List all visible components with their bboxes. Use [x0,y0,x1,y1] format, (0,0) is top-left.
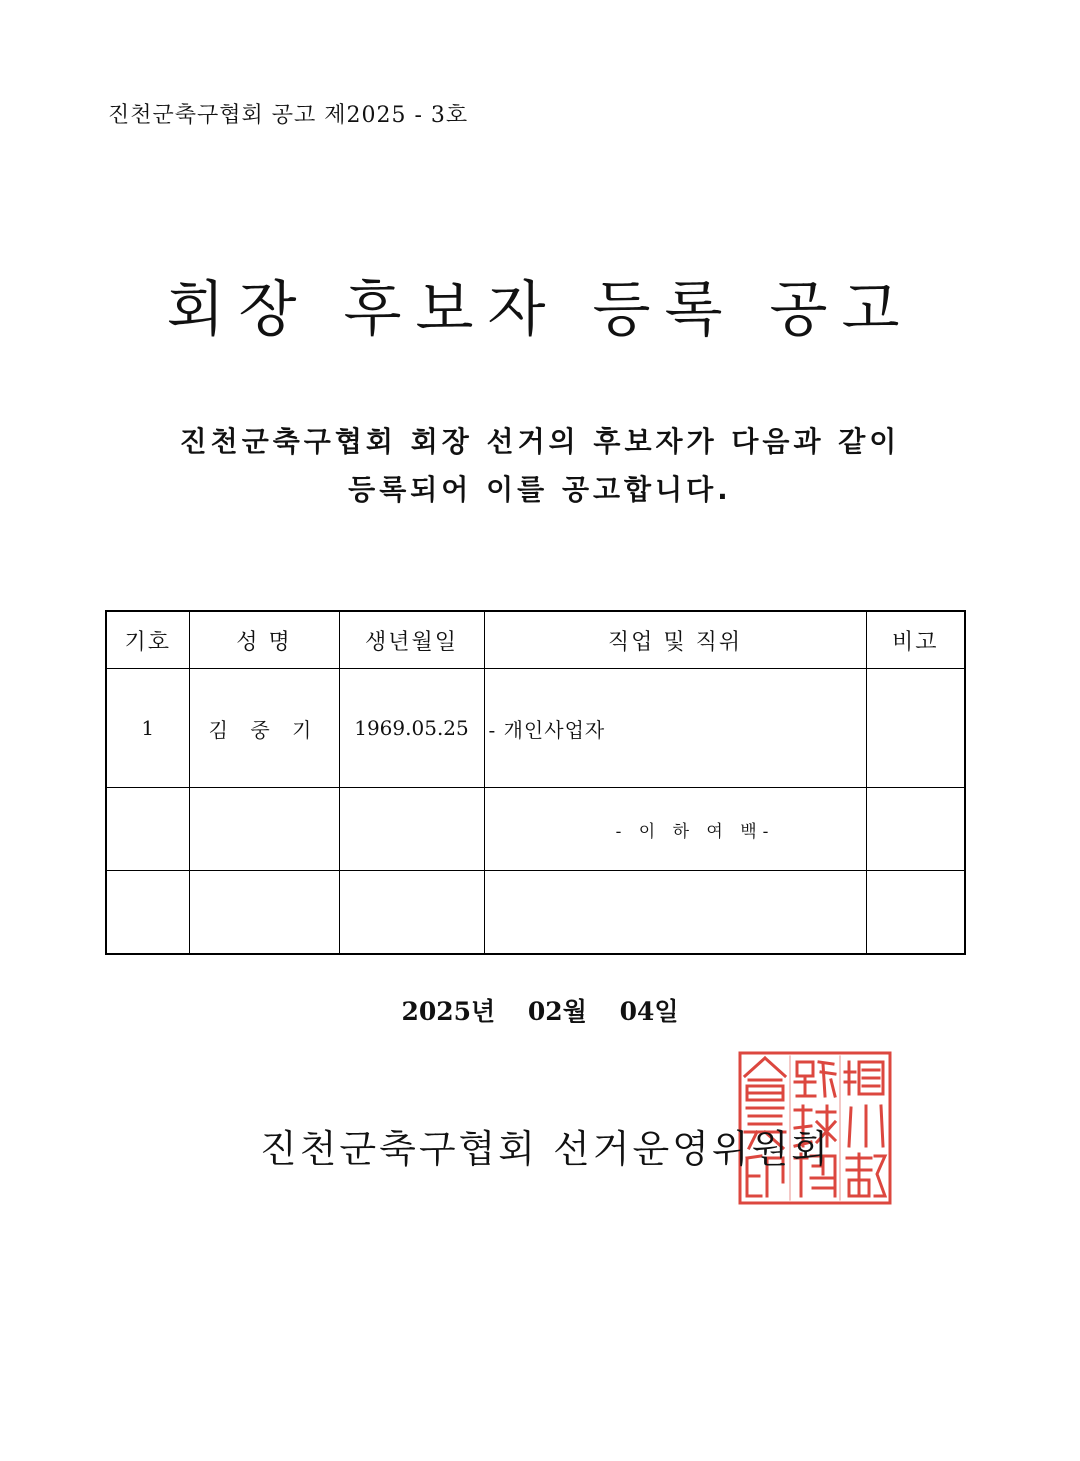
candidate-table [105,610,966,955]
empty-cell [339,871,484,955]
intro-line-2: 등록되어 이를 공고합니다. [348,473,732,506]
date-year: 2025년 [401,997,496,1026]
table-row [106,871,965,955]
candidate-birthdate: 1969.05.25 [339,669,484,788]
table-header-row [106,611,965,669]
empty-cell [106,871,189,955]
blank-below-note: - 이 하 여 백- [484,788,866,871]
date-day: 04일 [619,997,679,1026]
column-header-note: 비고 [866,611,965,669]
announcement-date [0,992,1080,1028]
empty-cell [189,788,339,871]
table-row [106,669,965,788]
candidate-occupation: - 개인사업자 [484,669,866,788]
intro-text [0,418,1080,514]
document-title: 회장 후보자 등록 공고 [166,275,914,345]
column-header-birthdate: 생년월일 [339,611,484,669]
candidate-note [866,669,965,788]
empty-cell [106,788,189,871]
candidate-name: 김 중 기 [189,669,339,788]
candidate-number: 1 [106,669,189,788]
empty-cell [189,871,339,955]
column-header-number: 기호 [106,611,189,669]
empty-cell [484,871,866,955]
column-header-occupation: 직업 및 직위 [484,611,866,669]
notice-number: 진천군축구협회 공고 제2025 - 3호 [108,103,469,128]
empty-cell [339,788,484,871]
date-month: 02월 [527,997,587,1026]
intro-line-1: 진천군축구협회 회장 선거의 후보자가 다음과 같이 [179,425,901,458]
issuer-name: 진천군축구협회 선거운영위원회 [260,1127,831,1171]
column-header-name: 성 명 [189,611,339,669]
empty-cell [866,871,965,955]
table-row [106,788,965,871]
empty-cell [866,788,965,871]
